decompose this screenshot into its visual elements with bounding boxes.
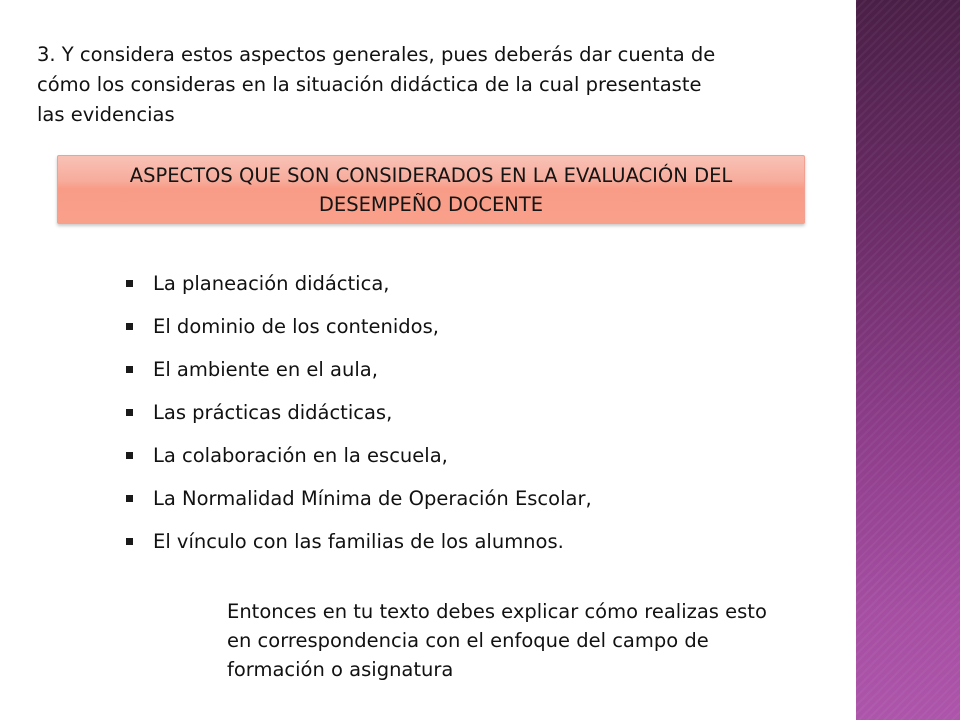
closing-line: formación o asignatura bbox=[227, 658, 454, 681]
list-item bbox=[124, 395, 592, 438]
square-bullet-icon bbox=[126, 409, 133, 416]
list-item-text: La planeación didáctica, bbox=[153, 272, 390, 295]
closing-line: Entonces en tu texto debes explicar cómo realizas esto bbox=[227, 600, 767, 623]
square-bullet-icon bbox=[126, 538, 133, 545]
aspects-list bbox=[124, 266, 592, 567]
list-item-text: El dominio de los contenidos, bbox=[153, 315, 439, 338]
closing-line: en correspondencia con el enfoque del campo de bbox=[227, 629, 709, 652]
list-item bbox=[124, 481, 592, 524]
list-item-text: La Normalidad Mínima de Operación Escolar, bbox=[153, 487, 592, 510]
list-item bbox=[124, 524, 592, 567]
aspects-header-box bbox=[57, 155, 805, 224]
intro-line: 3. Y considera estos aspectos generales, pues deberás dar cuenta de bbox=[37, 43, 716, 66]
intro-paragraph bbox=[37, 40, 827, 130]
list-item-text: La colaboración en la escuela, bbox=[153, 444, 448, 467]
list-item bbox=[124, 266, 592, 309]
square-bullet-icon bbox=[126, 323, 133, 330]
square-bullet-icon bbox=[126, 280, 133, 287]
square-bullet-icon bbox=[126, 452, 133, 459]
list-item-text: El vínculo con las familias de los alumnos. bbox=[153, 530, 564, 553]
list-item bbox=[124, 309, 592, 352]
intro-line: cómo los consideras en la situación didáctica de la cual presentaste bbox=[37, 73, 702, 96]
closing-paragraph bbox=[227, 597, 839, 684]
square-bullet-icon bbox=[126, 495, 133, 502]
list-item-text: El ambiente en el aula, bbox=[153, 358, 378, 381]
list-item bbox=[124, 352, 592, 395]
intro-line: las evidencias bbox=[37, 103, 175, 126]
list-item-text: Las prácticas didácticas, bbox=[153, 401, 393, 424]
aspects-header-title bbox=[106, 161, 756, 219]
decorative-side-band bbox=[856, 0, 960, 720]
square-bullet-icon bbox=[126, 366, 133, 373]
header-line: DESEMPEÑO DOCENTE bbox=[318, 192, 544, 216]
list-item bbox=[124, 438, 592, 481]
header-line: ASPECTOS QUE SON CONSIDERADOS EN LA EVALUACIÓN DEL bbox=[129, 163, 733, 187]
